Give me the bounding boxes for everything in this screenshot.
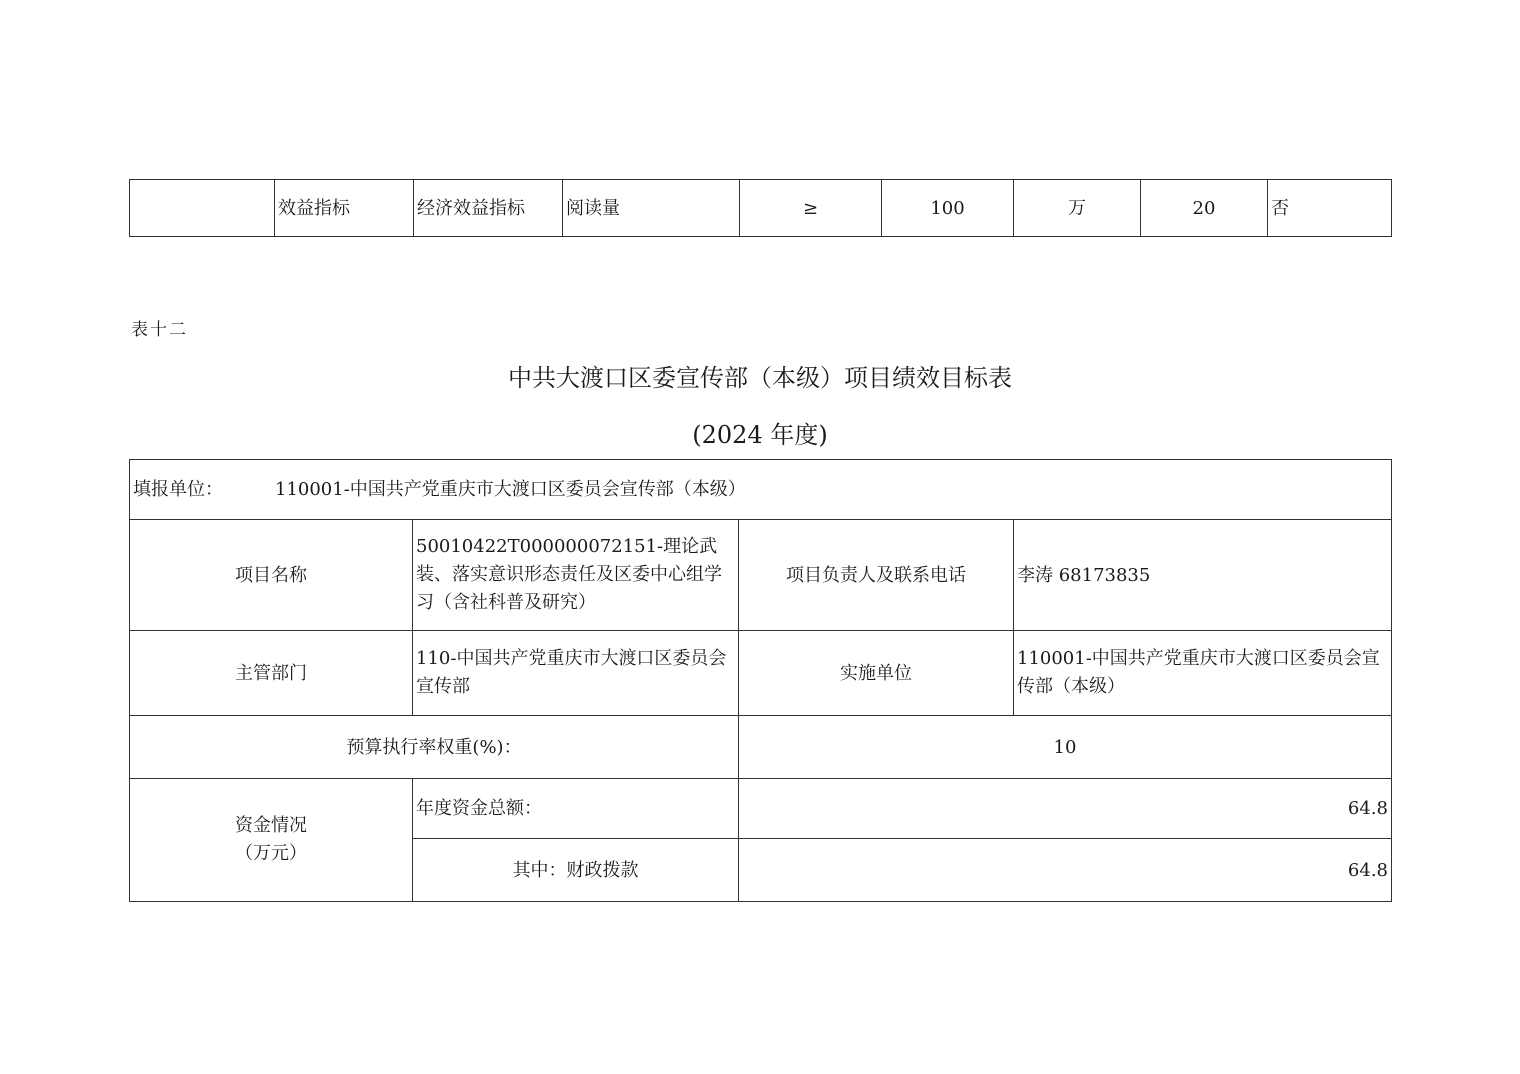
indicator-operator: ≥ xyxy=(740,180,882,237)
project-leader-value: 李涛 68173835 xyxy=(1014,520,1392,631)
department-label: 主管部门 xyxy=(130,631,413,716)
indicator-level1: 效益指标 xyxy=(275,180,414,237)
project-leader-label: 项目负责人及联系电话 xyxy=(739,520,1014,631)
indicator-table xyxy=(129,179,1392,237)
funds-total-label: 年度资金总额： xyxy=(413,779,739,839)
indicator-value: 100 xyxy=(882,180,1014,237)
implementer-label: 实施单位 xyxy=(739,631,1014,716)
indicator-unit: 万 xyxy=(1014,180,1141,237)
funds-label: 资金情况（万元） xyxy=(130,779,413,902)
fill-unit-cell xyxy=(130,460,1392,520)
fill-unit-row xyxy=(130,460,1392,520)
page-subtitle-year: (2024 年度) xyxy=(692,421,828,449)
budget-weight-label: 预算执行率权重(%)： xyxy=(130,716,739,779)
budget-weight-row xyxy=(130,716,1392,779)
indicator-weight: 20 xyxy=(1141,180,1268,237)
table-label: 表十二 xyxy=(131,320,188,340)
funds-fiscal-label: 其中：财政拨款 xyxy=(413,839,739,902)
fill-unit-value: 110001-中国共产党重庆市大渡口区委员会宣传部（本级） xyxy=(275,479,746,500)
project-name-label: 项目名称 xyxy=(130,520,413,631)
indicator-level2: 经济效益指标 xyxy=(414,180,563,237)
funds-total-row xyxy=(130,779,1392,839)
implementer-value: 110001-中国共产党重庆市大渡口区委员会宣传部（本级） xyxy=(1014,631,1392,716)
funds-fiscal-value: 64.8 xyxy=(739,839,1392,902)
indicator-level3: 阅读量 xyxy=(563,180,740,237)
project-table xyxy=(129,459,1392,902)
project-name-value: 50010422T000000072151-理论武装、落实意识形态责任及区委中心组学习（含社科普及研究） xyxy=(413,520,739,631)
department-value: 110-中国共产党重庆市大渡口区委员会宣传部 xyxy=(413,631,739,716)
budget-weight-value: 10 xyxy=(739,716,1392,779)
fill-unit-label: 填报单位： xyxy=(133,479,223,500)
page-title: 中共大渡口区委宣传部（本级）项目绩效目标表 xyxy=(508,364,1012,392)
funds-total-value: 64.8 xyxy=(739,779,1392,839)
project-name-row xyxy=(130,520,1392,631)
department-row xyxy=(130,631,1392,716)
indicator-row xyxy=(130,180,1392,237)
indicator-is-core: 否 xyxy=(1268,180,1392,237)
indicator-empty-cell xyxy=(130,180,275,237)
